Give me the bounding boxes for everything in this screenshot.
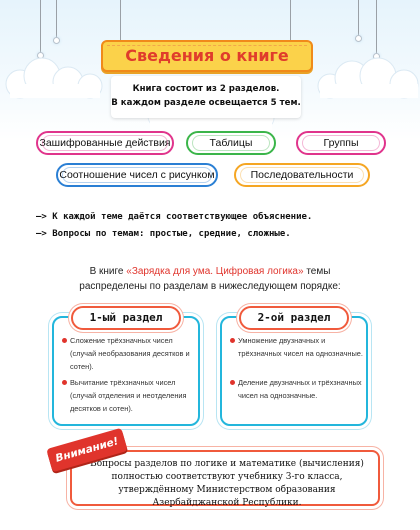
note-line: —> К каждой теме даётся соответствующее объяснение. bbox=[36, 212, 313, 222]
section-item bbox=[230, 334, 364, 360]
hanging-string bbox=[290, 0, 291, 44]
attention-badge-label: Внимание! bbox=[54, 435, 120, 465]
hanging-string bbox=[376, 0, 377, 56]
book-title: «Зарядка для ума. Цифровая логика» bbox=[126, 266, 304, 277]
section-item bbox=[62, 334, 196, 373]
hanging-string bbox=[56, 0, 57, 40]
bullet-dot-icon bbox=[62, 338, 67, 343]
attention-text: Вопросы разделов по логике и математике (вычисления) полностью соответствуют учебнику 3-го класса, утверждённому Министерством образования Азербайджанской Республики. bbox=[90, 459, 364, 508]
book-info-card bbox=[111, 76, 301, 118]
section-title: 1-ый раздел bbox=[89, 311, 163, 324]
topic-label: Последовательности bbox=[250, 169, 354, 181]
light-bulb-icon bbox=[53, 37, 60, 44]
topic-pill-groups bbox=[296, 131, 386, 155]
page-title-banner bbox=[101, 40, 313, 72]
banner-stitching bbox=[107, 45, 307, 48]
topic-pill-tables bbox=[186, 131, 276, 155]
bullet-dot-icon bbox=[230, 380, 235, 385]
intro-text bbox=[40, 264, 380, 294]
note-line: —> Вопросы по темам: простые, средние, сложные. bbox=[36, 229, 291, 239]
hanging-string bbox=[120, 0, 121, 44]
topic-label: Таблицы bbox=[209, 137, 253, 149]
section-item-text: Вычитание трёхзначных чисел (случай отделения и неотделения десятков и сотен). bbox=[70, 378, 187, 413]
topic-pill-number-picture-ratio bbox=[56, 163, 218, 187]
light-bulb-icon bbox=[355, 35, 362, 42]
attention-box bbox=[70, 450, 380, 506]
hanging-string bbox=[358, 0, 359, 38]
info-line: В каждом разделе освещается 5 тем. bbox=[111, 98, 301, 108]
hanging-string bbox=[40, 0, 41, 55]
topic-label: Зашифрованные действия bbox=[39, 137, 171, 149]
section-item bbox=[62, 376, 196, 415]
topic-label: Соотношение чисел с рисунком bbox=[59, 169, 215, 181]
info-line: Книга состоит из 2 разделов. bbox=[132, 84, 280, 94]
topic-pill-encrypted-actions bbox=[36, 131, 174, 155]
section-item-text: Сложение трёхзначных чисел (случай необразования десятков и сотен). bbox=[70, 336, 190, 371]
cloud-icon bbox=[0, 54, 110, 100]
section-title: 2-ой раздел bbox=[257, 311, 331, 324]
section-card-2 bbox=[220, 311, 368, 426]
intro-part: темы bbox=[303, 266, 331, 277]
section-item-text: Умножение двузначных и трёхзначных чисел на однозначные. bbox=[238, 336, 363, 358]
bullet-dot-icon bbox=[62, 380, 67, 385]
intro-line: распределены по разделам в нижеследующем порядке: bbox=[79, 281, 341, 292]
section-card-1 bbox=[52, 311, 200, 426]
cloud-icon bbox=[312, 54, 420, 100]
topic-pill-sequences bbox=[234, 163, 370, 187]
section-item bbox=[230, 376, 364, 402]
page-title: Сведения о книге bbox=[125, 46, 289, 65]
bullet-dot-icon bbox=[230, 338, 235, 343]
section-title-tab bbox=[239, 306, 349, 330]
topic-label: Группы bbox=[323, 137, 359, 149]
section-title-tab bbox=[71, 306, 181, 330]
section-item-text: Деление двузначных и трёхзначных чисел на однозначные. bbox=[238, 378, 362, 400]
intro-part: В книге bbox=[89, 266, 127, 277]
